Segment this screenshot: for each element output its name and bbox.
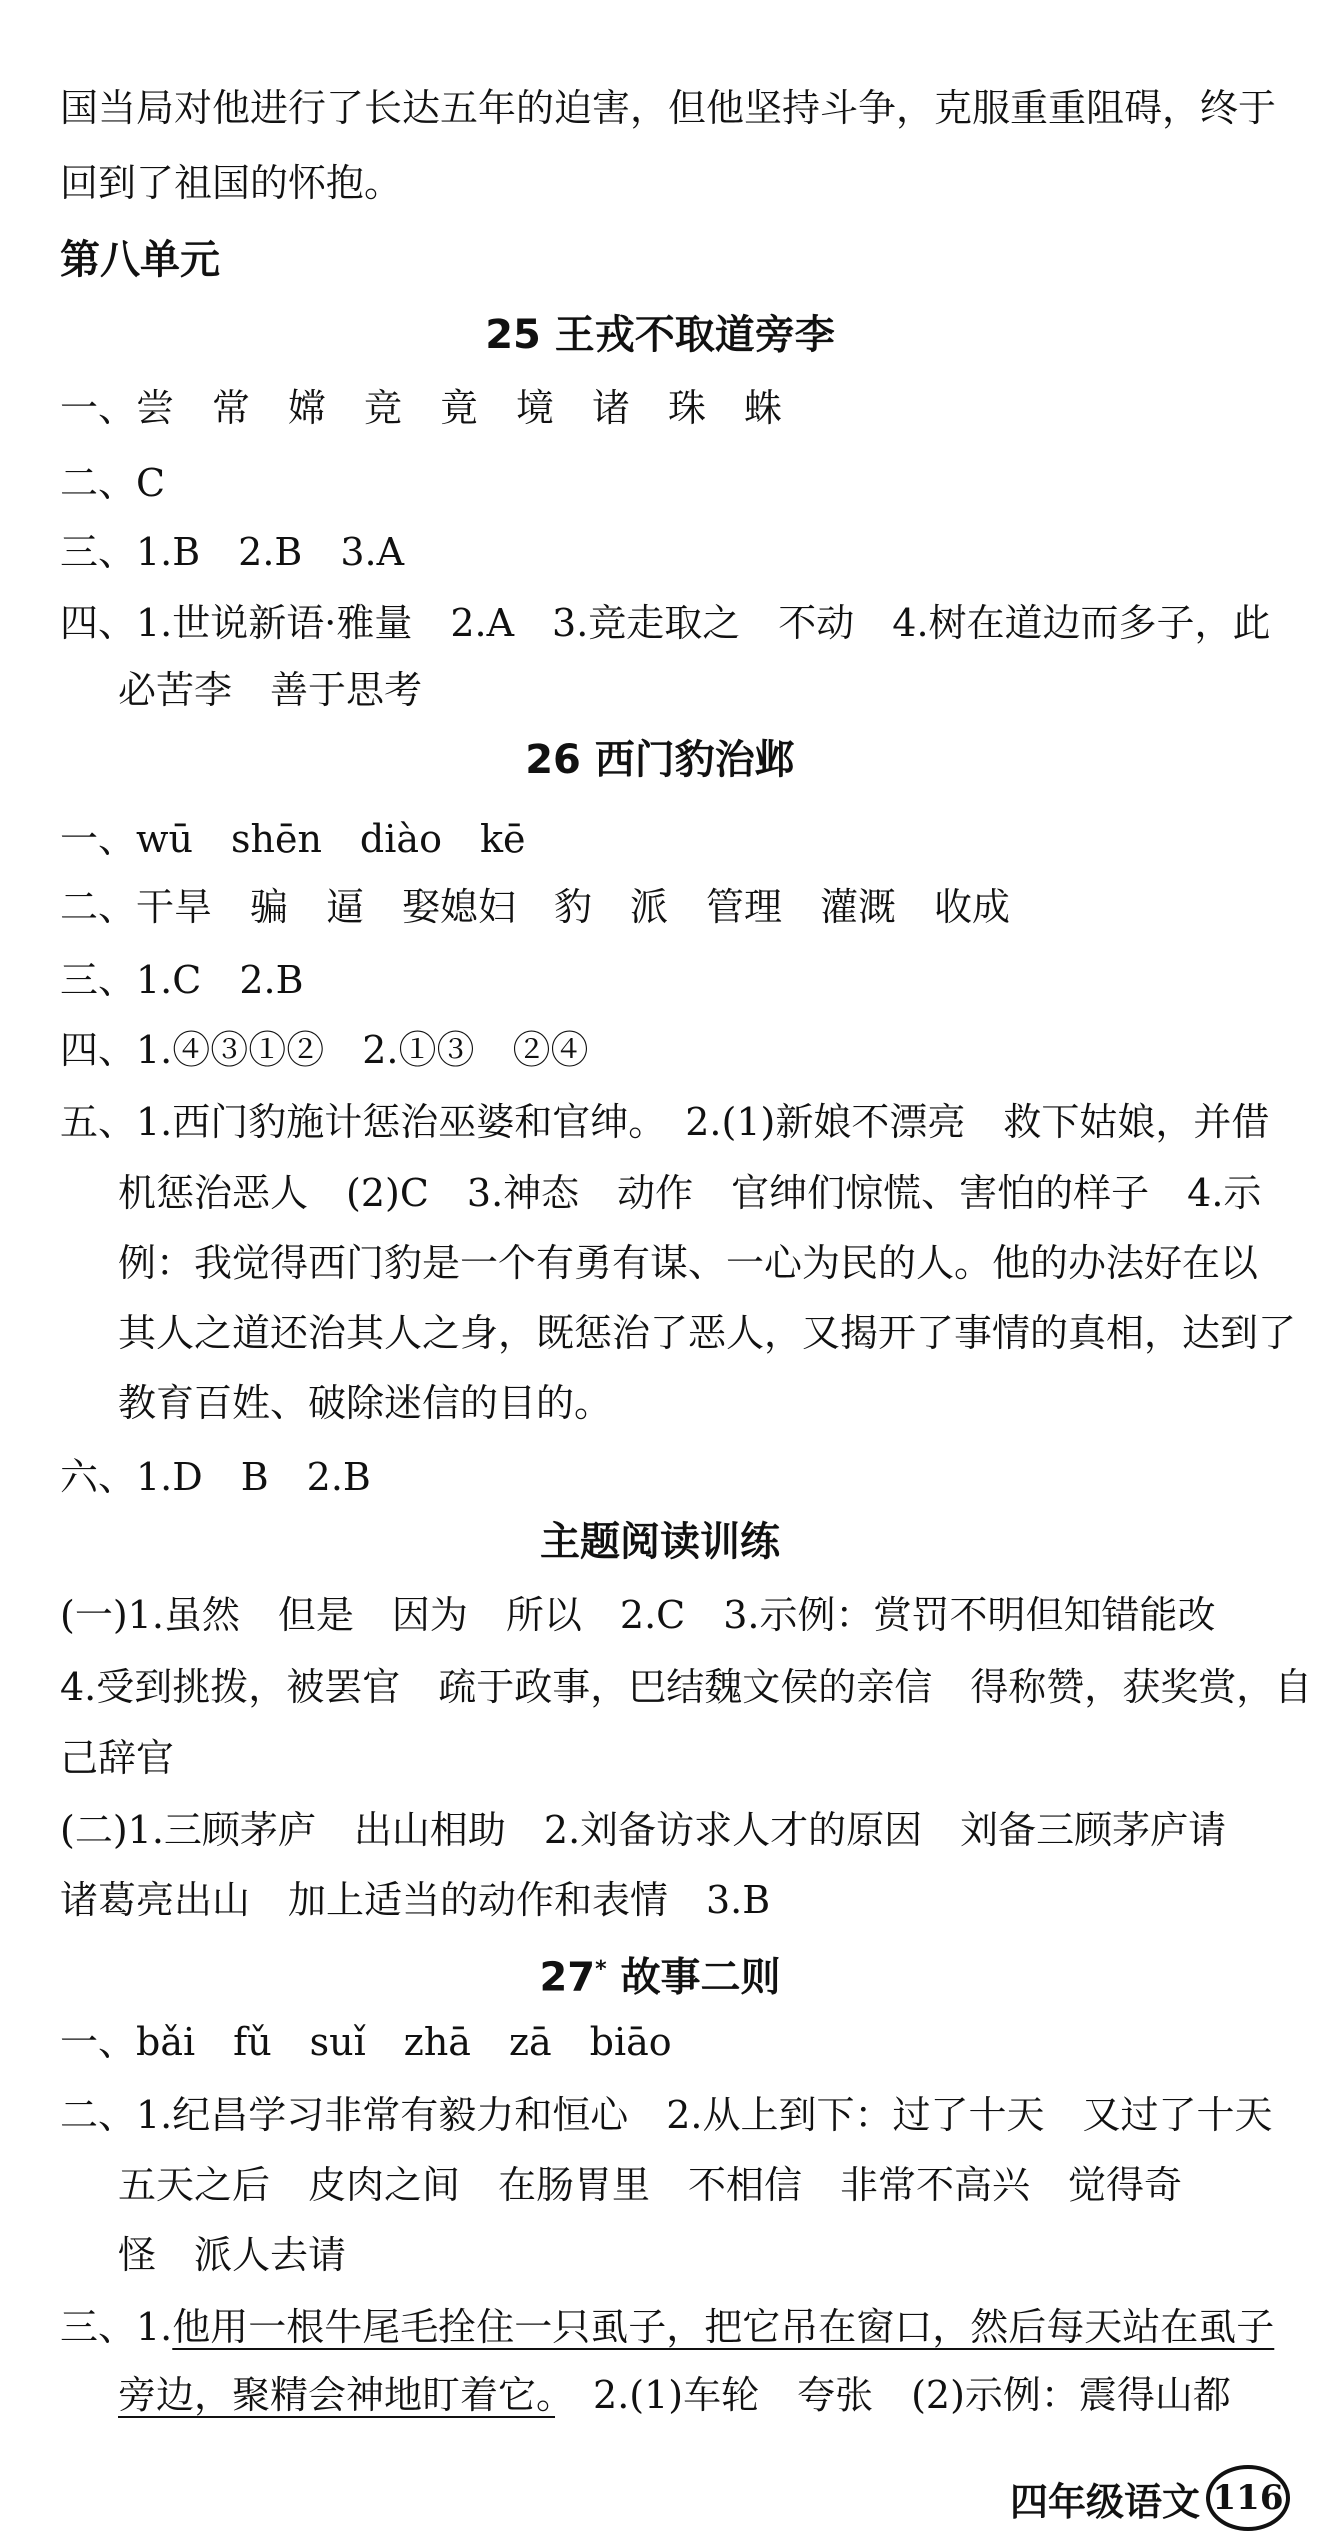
page-number-badge: 116 [1206,2465,1290,2531]
text-line: 五天之后 皮肉之间 在肠胃里 不相信 非常不高兴 觉得奇 [118,2163,1183,2207]
text-line: 其人之道还治其人之身，既惩治了恶人，又揭开了事情的真相，达到了 [118,1311,1297,1355]
text-line: (二)1.三顾茅庐 出山相助 2.刘备访求人才的原因 刘备三顾茅庐请 [60,1808,1227,1852]
item-prefix: 三、1. [60,2305,173,2349]
text-line: 必苦李 善于思考 [118,668,423,712]
text-line: 己辞官 [60,1736,175,1780]
text-continuation: 2.(1)车轮 夸张 (2)示例：震得山都 [555,2373,1231,2417]
text-line: 教育百姓、破除迷信的目的。 [118,1381,613,1425]
lesson-title [0,1945,1320,2002]
text-line: 二、C [60,461,166,505]
text-line: 机惩治恶人 (2)C 3.神态 动作 官绅们惊慌、害怕的样子 4.示 [118,1171,1262,1215]
text-line: 国当局对他进行了长达五年的迫害，但他坚持斗争，克服重重阻碍，终于 [60,86,1277,130]
text-line: 一、bǎi fǔ suǐ zhā zā biāo [60,2020,672,2064]
text-line: 三、1.B 2.B 3.A [60,530,405,574]
text-line: 怪 派人去请 [118,2233,347,2277]
text-line [60,2302,1280,2352]
text-line: 诸葛亮出山 加上适当的动作和表情 3.B [60,1878,771,1922]
text-line: 四、1.世说新语·雅量 2.A 3.竞走取之 不动 4.树在道边而多子，此 [60,601,1271,645]
text-line: 二、1.纪昌学习非常有毅力和恒心 2.从上到下：过了十天 又过了十天 [60,2093,1273,2137]
lesson-name: 故事二则 [620,1954,781,2001]
lesson-title: 25 王戎不取道旁李 [485,312,835,358]
text-line: 例：我觉得西门豹是一个有勇有谋、一心为民的人。他的办法好在以 [118,1241,1259,1285]
text-line: 三、1.C 2.B [60,958,304,1002]
text-line: 二、干旱 骗 逼 娶媳妇 豹 派 管理 灌溉 收成 [60,885,1011,929]
text-line: 一、wū shēn diào kē [60,817,526,861]
text-line: 五、1.西门豹施计惩治巫婆和官绅。 2.(1)新娘不漂亮 救下姑娘，并借 [60,1100,1270,1144]
text-line: 一、尝 常 嫦 竞 竟 境 诸 珠 蛛 [60,386,783,430]
underlined-answer: 旁边，聚精会神地盯着它。 [118,2373,556,2417]
text-line: 四、1.④③①② 2.①③ ②④ [60,1028,589,1072]
page-footer [1010,2465,1290,2531]
text-line: 回到了祖国的怀抱。 [60,161,403,205]
underlined-answer: 他用一根牛尾毛拴住一只虱子，把它吊在窗口，然后每天站在虱子 [172,2305,1275,2349]
grade-subject-label: 四年级语文 [1009,2479,1200,2524]
text-line [118,2370,1280,2420]
text-line: (一)1.虽然 但是 因为 所以 2.C 3.示例：赏罚不明但知错能改 [60,1593,1216,1637]
text-line: 4.受到挑拨，被罢官 疏于政事，巴结魏文侯的亲信 得称赞，获奖赏，自 [60,1665,1313,1709]
optional-mark: * [595,1957,607,1982]
section-title: 主题阅读训练 [540,1519,780,1565]
unit-heading: 第八单元 [60,237,220,283]
text-line: 六、1.D B 2.B [60,1455,371,1499]
lesson-number: 27 [539,1954,596,2001]
lesson-title: 26 西门豹治邺 [525,737,795,783]
